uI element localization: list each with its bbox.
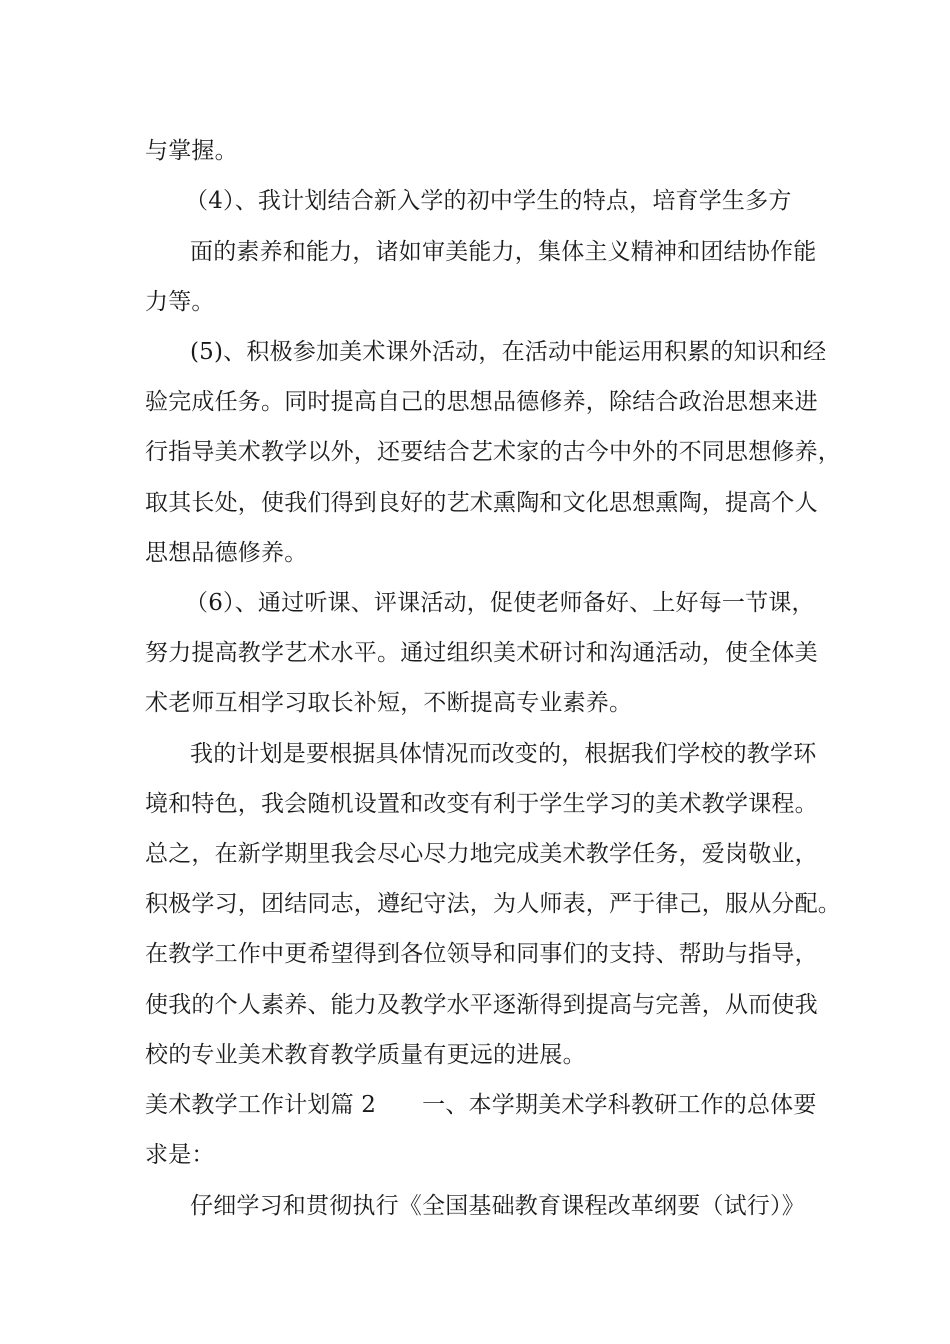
section-heading-text: 一、本学期美术学科教研工作的总体要 — [422, 1092, 817, 1118]
text-line: 力等。 — [145, 289, 215, 315]
text-line: 与掌握。 — [145, 138, 238, 164]
text-line: 取其长处，使我们得到良好的艺术熏陶和文化思想熏陶，提高个人 — [145, 490, 818, 516]
text-line: 术老师互相学习取长补短，不断提高专业素养。 — [145, 690, 633, 716]
text-line: 总之，在新学期里我会尽心尽力地完成美术教学任务，爱岗敬业， — [145, 841, 818, 867]
text-line: 积极学习，团结同志，遵纪守法，为人师表，严于律己，服从分配。 — [145, 891, 841, 917]
text-line: 校的专业美术教育教学质量有更远的进展。 — [145, 1042, 586, 1068]
section-title: 美术教学工作计划篇 2 — [145, 1092, 377, 1118]
text-line: （4）、我计划结合新入学的初中学生的特点，培育学生多方 — [185, 188, 792, 214]
text-line: 求是： — [145, 1142, 215, 1168]
text-line: 思想品德修养。 — [145, 540, 308, 566]
text-line: 在教学工作中更希望得到各位领导和同事们的支持、帮助与指导， — [145, 941, 818, 967]
section-heading — [145, 1090, 817, 1120]
text-line: 我的计划是要根据具体情况而改变的，根据我们学校的教学环 — [190, 741, 817, 767]
text-line: （6）、通过听课、评课活动，促使老师备好、上好每一节课， — [185, 590, 815, 616]
text-line: 仔细学习和贯彻执行《全国基础教育课程改革纲要（试行）》 — [190, 1193, 805, 1219]
text-line: 面的素养和能力，诸如审美能力，集体主义精神和团结协作能 — [190, 239, 817, 265]
text-line: 使我的个人素养、能力及教学水平逐渐得到提高与完善，从而使我 — [145, 992, 818, 1018]
text-line: 境和特色，我会随机设置和改变有利于学生学习的美术教学课程。 — [145, 791, 818, 817]
text-line: (5)、积极参加美术课外活动，在活动中能运用积累的知识和经 — [190, 339, 827, 365]
text-line: 努力提高教学艺术水平。通过组织美术研讨和沟通活动，使全体美 — [145, 640, 818, 666]
text-line: 行指导美术教学以外，还要结合艺术家的古今中外的不同思想修养， — [145, 439, 841, 465]
text-line: 验完成任务。同时提高自己的思想品德修养，除结合政治思想来进 — [145, 389, 818, 415]
